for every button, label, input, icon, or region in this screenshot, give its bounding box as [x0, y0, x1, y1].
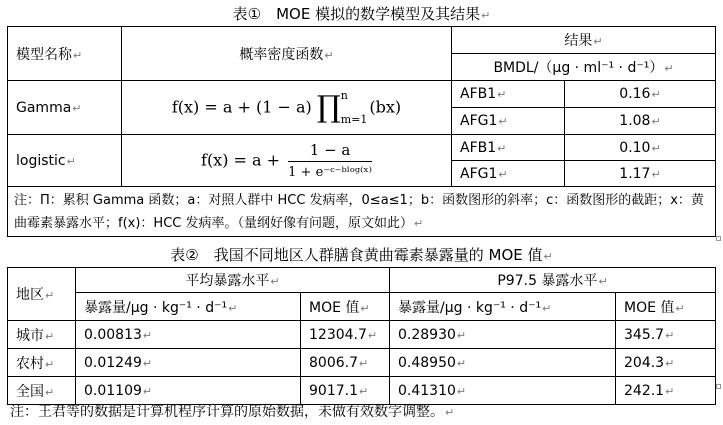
fraction: $\frac{1 - a}{\text{1 + e⁻ᶜ⁻ᵇˡᵒᵍ⁽ˣ⁾}}$ — [288, 140, 372, 180]
avg-moe-cell: 9017.1↵ — [301, 377, 390, 405]
product-limits: n m=1 — [340, 88, 368, 126]
p-moe-cell: 204.3↵ — [616, 349, 716, 377]
region-cell: 农村↵ — [8, 349, 76, 377]
table-resize-handle[interactable] — [716, 236, 721, 241]
table2 — [7, 267, 716, 405]
avg-exposure-cell: 0.01109↵ — [76, 377, 301, 405]
header-exposure: 暴露量/μg · kg⁻¹ · d⁻¹↵ — [76, 293, 301, 321]
table-row — [8, 321, 716, 349]
region-cell: 全国↵ — [8, 377, 76, 405]
result-label: AFB1↵ — [452, 135, 565, 161]
header-exposure: 暴露量/μg · kg⁻¹ · d⁻¹↵ — [390, 293, 616, 321]
result-value: 1.08↵ — [565, 108, 716, 135]
header-model-name: 模型名称↵ — [8, 27, 122, 81]
header-p975-exposure: P97.5 暴露水平↵ — [390, 268, 716, 293]
table1-note: 注：Π：累积 Gamma 函数；a：对照人群中 HCC 发病率，0≤a≤1；b：函数图形的斜率；c：函数图形的截距；x：黄曲霉素暴露水平；f(x)：HCC 发病率。（量纲好像有问题，原文如此）↵ — [8, 187, 716, 237]
avg-moe-cell: 12304.7↵ — [301, 321, 390, 349]
header-moe: MOE 值↵ — [616, 293, 716, 321]
p-exposure-cell: 0.48950↵ — [390, 349, 616, 377]
header-bmdl: BMDL/（μg · ml⁻¹ · d⁻¹）↵ — [452, 54, 716, 81]
table1-caption: 表① MOE 模拟的数学模型及其结果↵ — [232, 5, 491, 23]
table2-caption: 表② 我国不同地区人群膳食黄曲霉素暴露量的 MOE 值↵ — [170, 246, 553, 264]
result-label: AFG1↵ — [452, 161, 565, 187]
table1 — [7, 26, 716, 237]
avg-moe-cell: 8006.7↵ — [301, 349, 390, 377]
product-symbol: ∏ — [316, 89, 341, 125]
p-moe-cell: 242.1↵ — [616, 377, 716, 405]
result-label: AFG1↵ — [452, 108, 565, 135]
result-value: 0.10↵ — [565, 135, 716, 161]
header-region: 地区↵ — [8, 268, 76, 321]
header-avg-exposure: 平均暴露水平↵ — [76, 268, 390, 293]
table-resize-handle[interactable] — [716, 384, 721, 389]
header-moe: MOE 值↵ — [301, 293, 390, 321]
result-label: AFB1↵ — [452, 81, 565, 108]
model-gamma: Gamma↵ — [8, 81, 122, 135]
table-row — [8, 349, 716, 377]
p-exposure-cell: 0.41310↵ — [390, 377, 616, 405]
header-pdf: 概率密度函数↵ — [122, 27, 452, 81]
result-value: 1.17↵ — [565, 161, 716, 187]
header-results: 结果↵ — [452, 27, 716, 54]
region-cell: 城市↵ — [8, 321, 76, 349]
table-row — [8, 377, 716, 405]
avg-exposure-cell: 0.01249↵ — [76, 349, 301, 377]
avg-exposure-cell: 0.00813↵ — [76, 321, 301, 349]
formula-gamma: f(x) = a + (1 − a) ∏ n m=1 (bx) — [122, 81, 452, 135]
p-exposure-cell: 0.28930↵ — [390, 321, 616, 349]
result-value: 0.16↵ — [565, 81, 716, 108]
formula-logistic: f(x) = a + $\frac{1 - a}{\text{1 + e⁻ᶜ⁻ᵇˡᵒᵍ⁽ˣ⁾}}$ — [122, 135, 452, 187]
model-logistic: logistic↵ — [8, 135, 122, 187]
p-moe-cell: 345.7↵ — [616, 321, 716, 349]
footnote: 注：王君等的数据是计算机程序计算的原始数据，未做有效数字调整。↵ — [10, 404, 455, 420]
